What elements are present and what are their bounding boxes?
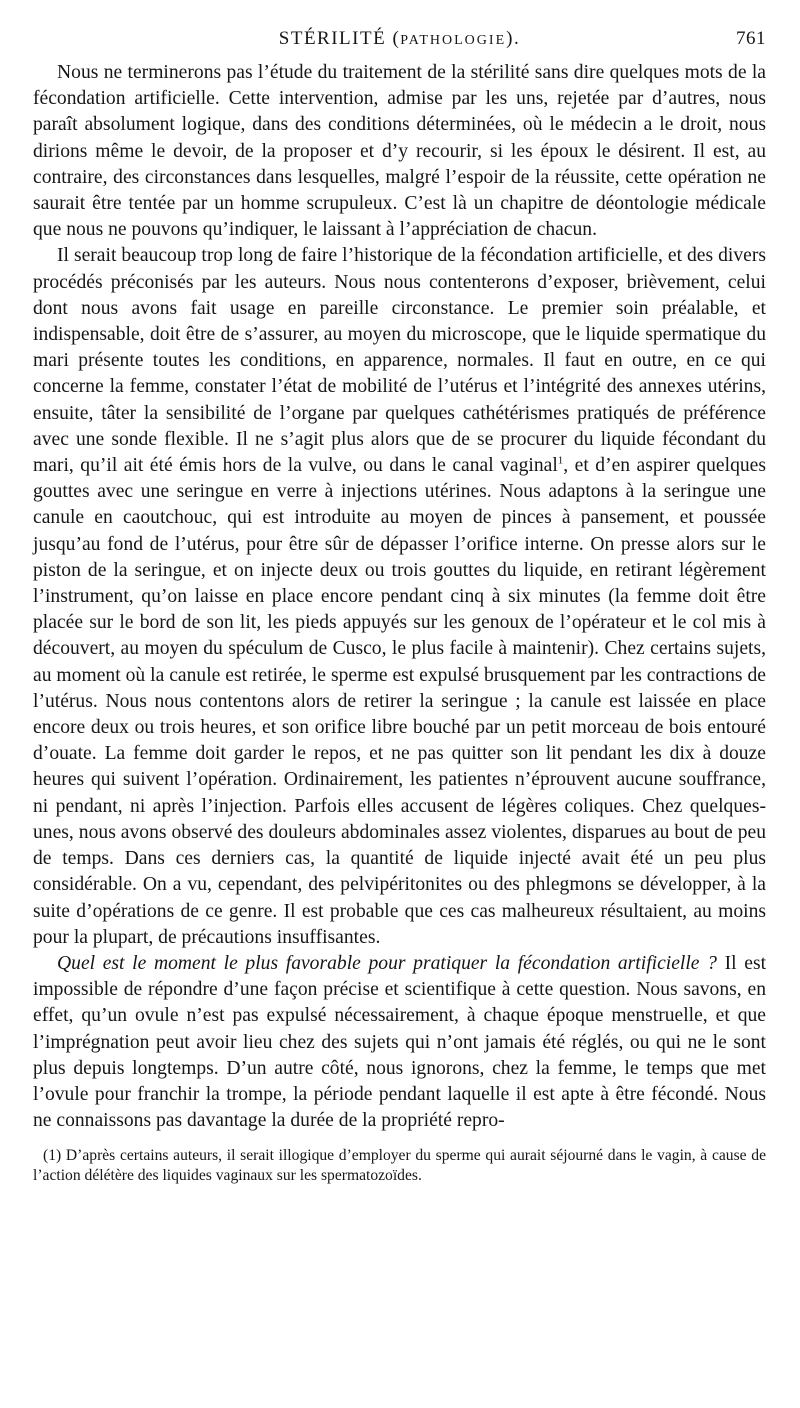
paragraph-1: Nous ne terminerons pas l’étude du traitement de la stérilité sans dire quelques mots de la fécondation artificielle. Cette intervention, admise par les uns, rejetée par d’autres, nous paraît absolument logique, dans des conditions déterminées, où le médecin a le droit, nous dirions même le devoir, de la proposer et d’y recourir, si les époux le désirent. Il est, au contraire, des circonstances dans lesquelles, malgré l’espoir de la réussite, cette opération ne saurait être tentée par un homme scrupuleux. C’est là un chapitre de déontologie médicale que nous ne pouvons qu’indiquer, le laissant à l’appréciation de chacun. [33, 62, 766, 241]
running-title-paren-open: ( [392, 28, 401, 49]
body-text [33, 60, 766, 1134]
footnote-paragraph [33, 1146, 766, 1186]
running-header [33, 28, 766, 60]
footnote-text: D’après certains auteurs, il serait illogique d’employer du sperme qui aurait séjourné dans le vagin, à cause de l’action délétère des liquides vaginaux sur les spermatozoïdes. [33, 1147, 766, 1185]
running-title-sub: PATHOLOGIE [400, 33, 507, 48]
running-title-main: STÉRILITÉ [278, 28, 387, 49]
running-title-paren-close: ). [506, 28, 521, 49]
page-number: 761 [736, 28, 766, 49]
running-title [33, 28, 766, 50]
paragraph-2 [33, 243, 766, 950]
paragraph-2-part-a: Il serait beaucoup trop long de faire l’historique de la fécondation artificielle, et des divers procédés préconisés par les auteurs. Nous nous contenterons d’exposer, brièvement, celui dont nous avons fait usage en pareille circonstance. Le premier soin préalable, et indispensable, doit être de s’assurer, au moyen du microscope, que le liquide spermatique du mari présente toutes les conditions, en apparence, normales. Il faut en outre, en ce qui concerne la femme, constater l’état de mobilité de l’utérus et l’intégrité des annexes utérins, ensuite, tâter la sensibilité de l’organe par quelques cathétérismes pratiqués de préférence avec une sonde flexible. Il ne s’agit plus alors que de se procurer du liquide fécondant du mari, qu’il ait été émis hors de la vulve, ou dans le canal vaginal [33, 245, 766, 477]
footnote [33, 1146, 766, 1186]
paragraph-3 [33, 951, 766, 1134]
paragraph-3-text: Il est impossible de répondre d’une façon précise et scientifique à cette question. Nous savons, en effet, qu’un ovule n’est pas expulsé nécessairement, à chaque époque menstruelle, et que l’imprégnation peut avoir lieu chez des sujets qui n’ont jamais été réglés, ou qui ne le sont plus depuis longtemps. D’un autre côté, nous ignorons, chez la femme, le temps que met l’ovule pour franchir la trompe, la période pendant laquelle il est apte à être fécondé. Nous ne connaissons pas davantage la durée de la propriété repro- [33, 952, 767, 1132]
footnote-mark: (1) [43, 1147, 62, 1165]
paragraph-2-part-b: , et d’en aspirer quelques gouttes avec une seringue en verre à injections utérines. Nous adaptons à la seringue une canule en caoutchouc, qui est introduite au moyen de pinces à pansement, et poussée jusqu’au fond de l’utérus, pour être sûr de dépasser l’orifice interne. On presse alors sur le piston de la seringue, et on injecte deux ou trois gouttes du liquide, en retirant légèrement l’instrument, qu’on laisse en place encore pendant cinq à six minutes (la femme doit être placée sur le bord de son lit, les pieds appuyés sur les genoux de l’opérateur et le col mis à découvert, au moyen du spéculum de Cusco, le plus facile à maintenir). Chez certains sujets, au moment où la canule est retirée, le sperme est expulsé brusquement par les contractions de l’utérus. Nous nous contentons alors de retirer la seringue ; la canule est laissée en place encore deux ou trois heures, et son orifice libre bouché par un petit morceau de bois entouré d’ouate. La femme doit garder le repos, et ne pas quitter son lit pendant les dix à douze heures qui suivent l’opération. Ordinairement, les patientes n’éprouvent aucune souffrance, ni pendant, ni après l’injection. Parfois elles accusent de légères coliques. Chez quelques-unes, nous avons observé des douleurs abdominales assez violentes, disparues au bout de peu de temps. Dans ces derniers cas, la quantité de liquide injecté avait été un peu plus considérable. On a vu, cependant, des pelvipéritonites ou des phlegmons se développer, à la suite d’opérations de ce genre. Il est probable que ces cas malheureux résultaient, au moins pour la plupart, de précautions insuffisantes. [33, 455, 766, 948]
page [33, 28, 766, 1186]
footnote-reference: 1 [557, 454, 564, 467]
paragraph-3-question: Quel est le moment le plus favorable pour pratiquer la fécondation artificielle ? [57, 952, 717, 974]
